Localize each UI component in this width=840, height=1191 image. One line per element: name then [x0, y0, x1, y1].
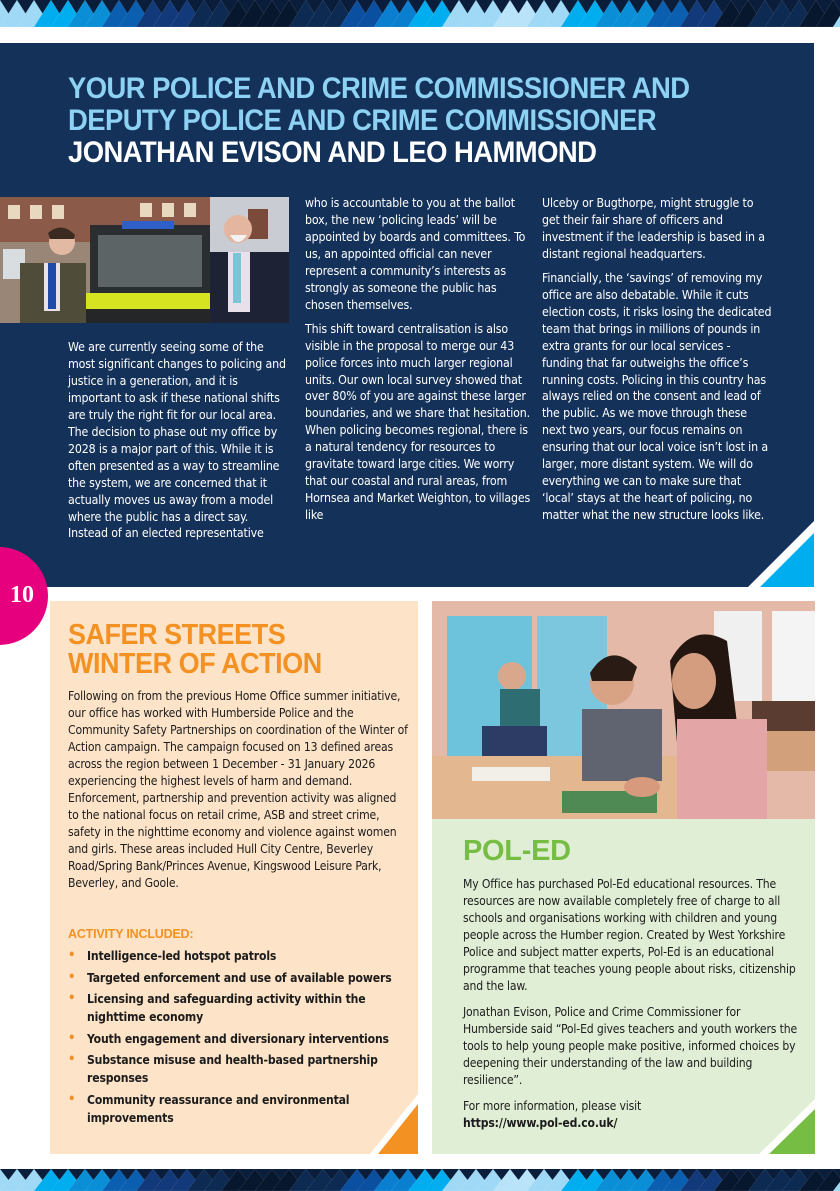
- pcc-column-2: [305, 195, 535, 531]
- page-number: 10: [10, 582, 34, 608]
- list-item: • Youth engagement and diversionary interventions: [68, 1030, 389, 1046]
- title-line-2: WINTER OF ACTION: [68, 648, 322, 680]
- pcc-article-panel: [0, 43, 814, 587]
- corner-accent-icon: [370, 1094, 418, 1154]
- pcc-paragraph: This shift toward centralisation is also visible in the proposal to merge our 43 police forces into much larger regional units. Our own local survey showed that over 80% of you are against these larger boundaries, and we share that hesitation. When policing becomes regional, there is a natural tendency for resources to gravitate toward large cities. We worry that our coastal and rural areas, from Hornsea and Market Weighton, to villages like: [305, 321, 531, 523]
- pol-ed-panel: [432, 819, 815, 1154]
- list-item: • Community reassurance and environmental improvements: [68, 1091, 350, 1125]
- activity-list: [68, 947, 410, 1130]
- bottom-decorative-band: [0, 1169, 840, 1191]
- title-line-1: YOUR POLICE AND CRIME COMMISSIONER AND: [68, 72, 690, 105]
- title-line-1: SAFER STREETS: [68, 619, 286, 651]
- list-item: • Substance misuse and health-based partnership responses: [68, 1052, 378, 1085]
- bullet-icon: •: [68, 948, 76, 963]
- pol-ed-link[interactable]: https://www.pol-ed.co.uk/: [463, 1116, 618, 1130]
- pol-ed-body: [463, 876, 808, 1141]
- safer-streets-title: [68, 621, 384, 679]
- list-item: • Licensing and safeguarding activity within the nighttime economy: [68, 991, 366, 1024]
- pcc-column-3: [542, 195, 774, 531]
- pcc-column-1: [68, 339, 290, 549]
- pcc-paragraph: who is accountable to you at the ballot box, the new ‘policing leads’ will be appointed by boards and committees. To us, an appointed official can never represent a community’s interests as strongly as someone the public has chosen themselves.: [305, 196, 526, 312]
- bullet-icon: •: [68, 991, 76, 1006]
- triangle-pattern-icon: [0, 1169, 840, 1191]
- list-item: • Targeted enforcement and use of available powers: [68, 969, 392, 985]
- students-photo: [432, 601, 815, 819]
- pol-ed-paragraph: My Office has purchased Pol-Ed educational resources. The resources are now available completely free of charge to all schools and organisations working with children and young people across the Humber region. Created by West Yorkshire Police and subject matter experts, Pol-Ed is an educational programme that teaches young people about risks, citizenship and the law.: [463, 877, 796, 993]
- title-names: JONATHAN EVISON AND LEO HAMMOND: [68, 136, 597, 169]
- pcc-article-title: [68, 73, 738, 169]
- pol-ed-title: POL-ED: [463, 835, 571, 867]
- pol-ed-more-info: [463, 1098, 808, 1132]
- bullet-icon: •: [68, 1030, 76, 1046]
- pol-ed-paragraph: Jonathan Evison, Police and Crime Commissioner for Humberside said “Pol-Ed gives teachers and youth workers the tools to help young people make positive, informed choices by deepening their understanding of the law and building resilience”.: [463, 1005, 798, 1087]
- bullet-icon: •: [68, 969, 76, 985]
- bullet-icon: •: [68, 1091, 76, 1107]
- pcc-paragraph: Financially, the ‘savings’ of removing my office are also debatable. While it cuts election costs, it risks losing the dedicated team that brings in millions of pounds in extra grants for our local services - funding that far outweighs the office’s running costs. Policing in this country has always relied on the consent and lead of the public. As we move through these next two years, our focus remains on ensuring that our local voice isn’t lost in a larger, more distant system. We will do everything we can to make sure that ‘local’ stays at the heart of policing, no matter what the new structure looks like.: [542, 270, 772, 523]
- top-decorative-band: [0, 0, 840, 27]
- triangle-pattern-icon: [0, 0, 840, 27]
- pcc-paragraph: We are currently seeing some of the most significant changes to policing and justice in a generation, and it is important to ask if these national shifts are truly the right fit for our local area. The decision to phase out my office by 2028 is a major part of this. While it is often presented as a way to streamline the system, we are concerned that it actually moves us away from a model where the public has a direct say. Instead of an elected representative: [68, 340, 286, 541]
- safer-streets-panel: [50, 601, 418, 1154]
- corner-accent-icon: [759, 1099, 815, 1154]
- list-item: • Intelligence-led hotspot patrols: [68, 948, 277, 963]
- bullet-icon: •: [68, 1052, 76, 1067]
- title-line-2: DEPUTY POLICE AND CRIME COMMISSIONER: [68, 104, 657, 137]
- more-info-text: For more information, please visit: [463, 1099, 642, 1113]
- commissioners-photo: [0, 197, 289, 323]
- safer-streets-body: Following on from the previous Home Office summer initiative, our office has worked with Humberside Police and the Community Safety Partnerships on coordination of the Winter of Action campaign. The campaign focused on 13 defined areas across the region between 1 December - 31 January 2026 experiencing the highest levels of harm and demand. Enforcement, partnership and prevention activity was aligned to the national focus on retail crime, ASB and street crime, safety in the nighttime economy and violence against women and girls. These areas included Hull City Centre, Beverley Road/Spring Bank/Princes Avenue, Kingswood Leisure Park, Beverley, and Goole.: [68, 689, 408, 890]
- pcc-paragraph: Ulceby or Bugthorpe, might struggle to get their fair share of officers and investment if the leadership is based in a distant regional headquarters.: [542, 196, 765, 261]
- activity-heading: ACTIVITY INCLUDED:: [68, 927, 194, 941]
- corner-accent-icon: [748, 521, 814, 587]
